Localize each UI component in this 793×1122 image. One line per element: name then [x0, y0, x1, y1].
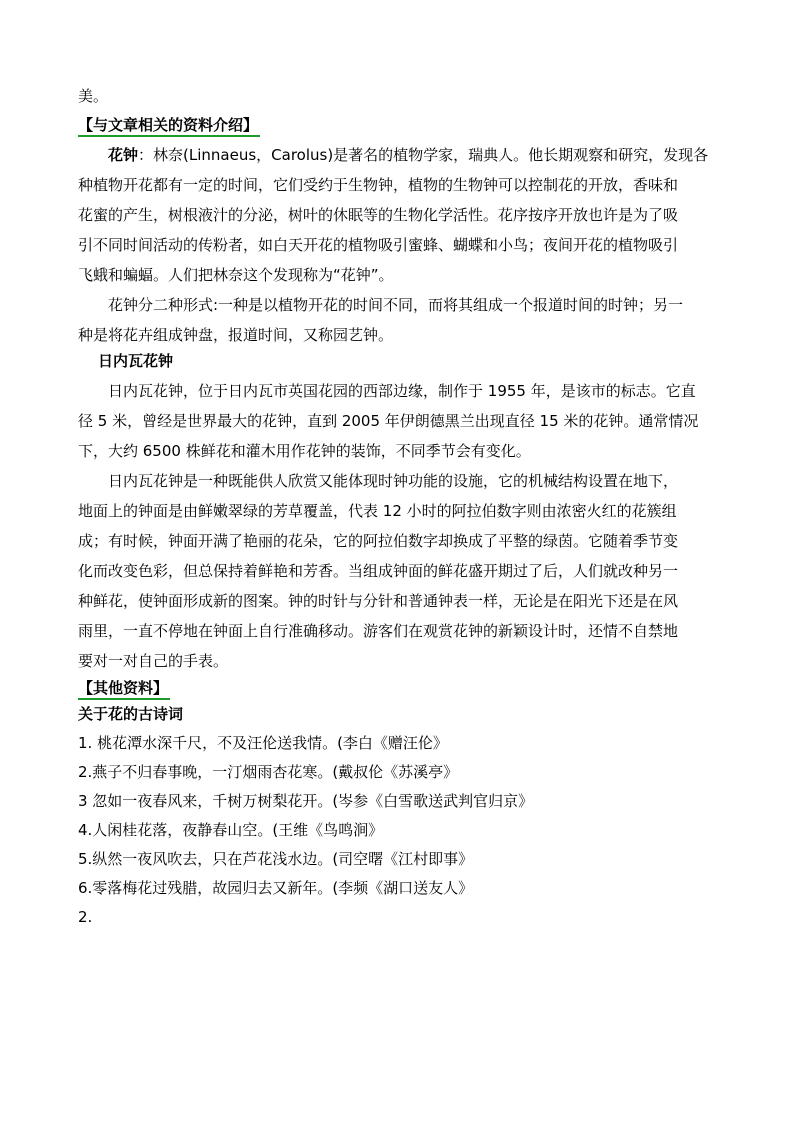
- geneva-p1-line-1: 日内瓦花钟，位于日内瓦市英国花园的西部边缘，制作于 1955 年，是该市的标志。它直: [108, 382, 696, 400]
- huazhong-p2-line-1: 花钟分二种形式:一种是以植物开花的时间不同，而将其组成一个报道时间的时钟；另一: [108, 296, 684, 314]
- geneva-p1-line-3: 下，大约 6500 株鲜花和灌木用作花钟的装饰，不同季节会有变化。: [78, 442, 531, 460]
- huazhong-line-1-text: ：林奈(Linnaeus，Carolus)是著名的植物学家，瑞典人。他长期观察和研究，发现各: [138, 146, 709, 164]
- intro-tail: 美。: [78, 87, 109, 105]
- huazhong-line-5: 飞蛾和蝙蝠。人们把林奈这个发现称为“花钟”。: [78, 266, 394, 284]
- poem-4: 4.人闲桂花落，夜静春山空。(王维《鸟鸣涧》: [78, 821, 384, 839]
- geneva-p2-line-7: 要对一对自己的手表。: [78, 652, 229, 670]
- section-tag-other-label: 【其他资料】: [78, 679, 170, 700]
- geneva-p1-line-2: 径 5 米，曾经是世界最大的花钟，直到 2005 年伊朗德黑兰出现直径 15 米的花钟。通常情况: [78, 412, 699, 430]
- huazhong-line-4: 引不同时间活动的传粉者，如白天开花的植物吸引蜜蜂、蝴蝶和小鸟；夜间开花的植物吸引: [78, 236, 679, 254]
- section-tag-related: [78, 116, 260, 137]
- huazhong-term: 花钟: [108, 146, 139, 164]
- poem-2: 2.燕子不归春事晚，一汀烟雨杏花寒。(戴叔伦《苏溪亭》: [78, 763, 459, 781]
- poem-5: 5.纵然一夜风吹去，只在芦花浅水边。(司空曙《江村即事》: [78, 850, 474, 868]
- poem-6: 6.零落梅花过残腊，故园归去又新年。(李频《湖口送友人》: [78, 879, 474, 897]
- section-tag-other: [78, 679, 170, 700]
- geneva-p2-line-4: 化而改变色彩，但总保持着鲜艳和芳香。当组成钟面的鲜花盛开期过了后，人们就改种另一: [78, 562, 679, 580]
- huazhong-p2-line-2: 种是将花卉组成钟盘，报道时间，又称园艺钟。: [78, 326, 394, 344]
- geneva-p2-line-6: 雨里，一直不停地在钟面上自行准确移动。游客们在观赏花钟的新颖设计时，还情不自禁地: [78, 622, 679, 640]
- geneva-p2-line-1: 日内瓦花钟是一种既能供人欣赏又能体现时钟功能的设施，它的机械结构设置在地下，: [108, 472, 679, 490]
- geneva-p2-line-2: 地面上的钟面是由鲜嫩翠绿的芳草覆盖，代表 12 小时的阿拉伯数字则由浓密火红的花簇组: [78, 502, 677, 520]
- poem-1: 1. 桃花潭水深千尺，不及汪伦送我情。(李白《赠汪伦》: [78, 734, 448, 752]
- poem-3: 3 忽如一夜春风来，千树万树梨花开。(岑参《白雪歌送武判官归京》: [78, 792, 534, 810]
- section-tag-related-label: 【与文章相关的资料介绍】: [78, 116, 260, 137]
- huazhong-line-2: 种植物开花都有一定的时间，它们受约于生物钟，植物的生物钟可以控制花的开放，香味和: [78, 176, 679, 194]
- geneva-heading: 日内瓦花钟: [98, 352, 174, 370]
- geneva-p2-line-3: 成；有时候，钟面开满了艳丽的花朵，它的阿拉伯数字却换成了平整的绿茵。它随着季节变: [78, 532, 679, 550]
- huazhong-line-1: [108, 146, 708, 164]
- geneva-p2-line-5: 种鲜花，使钟面形成新的图案。钟的时针与分针和普通钟表一样，无论是在阳光下还是在风: [78, 592, 679, 610]
- trailing-number: 2.: [78, 908, 93, 926]
- huazhong-line-3: 花蜜的产生，树根液汁的分泌，树叶的休眠等的生物化学活性。花序按序开放也许是为了吸: [78, 206, 679, 224]
- poems-heading: 关于花的古诗词: [78, 705, 184, 723]
